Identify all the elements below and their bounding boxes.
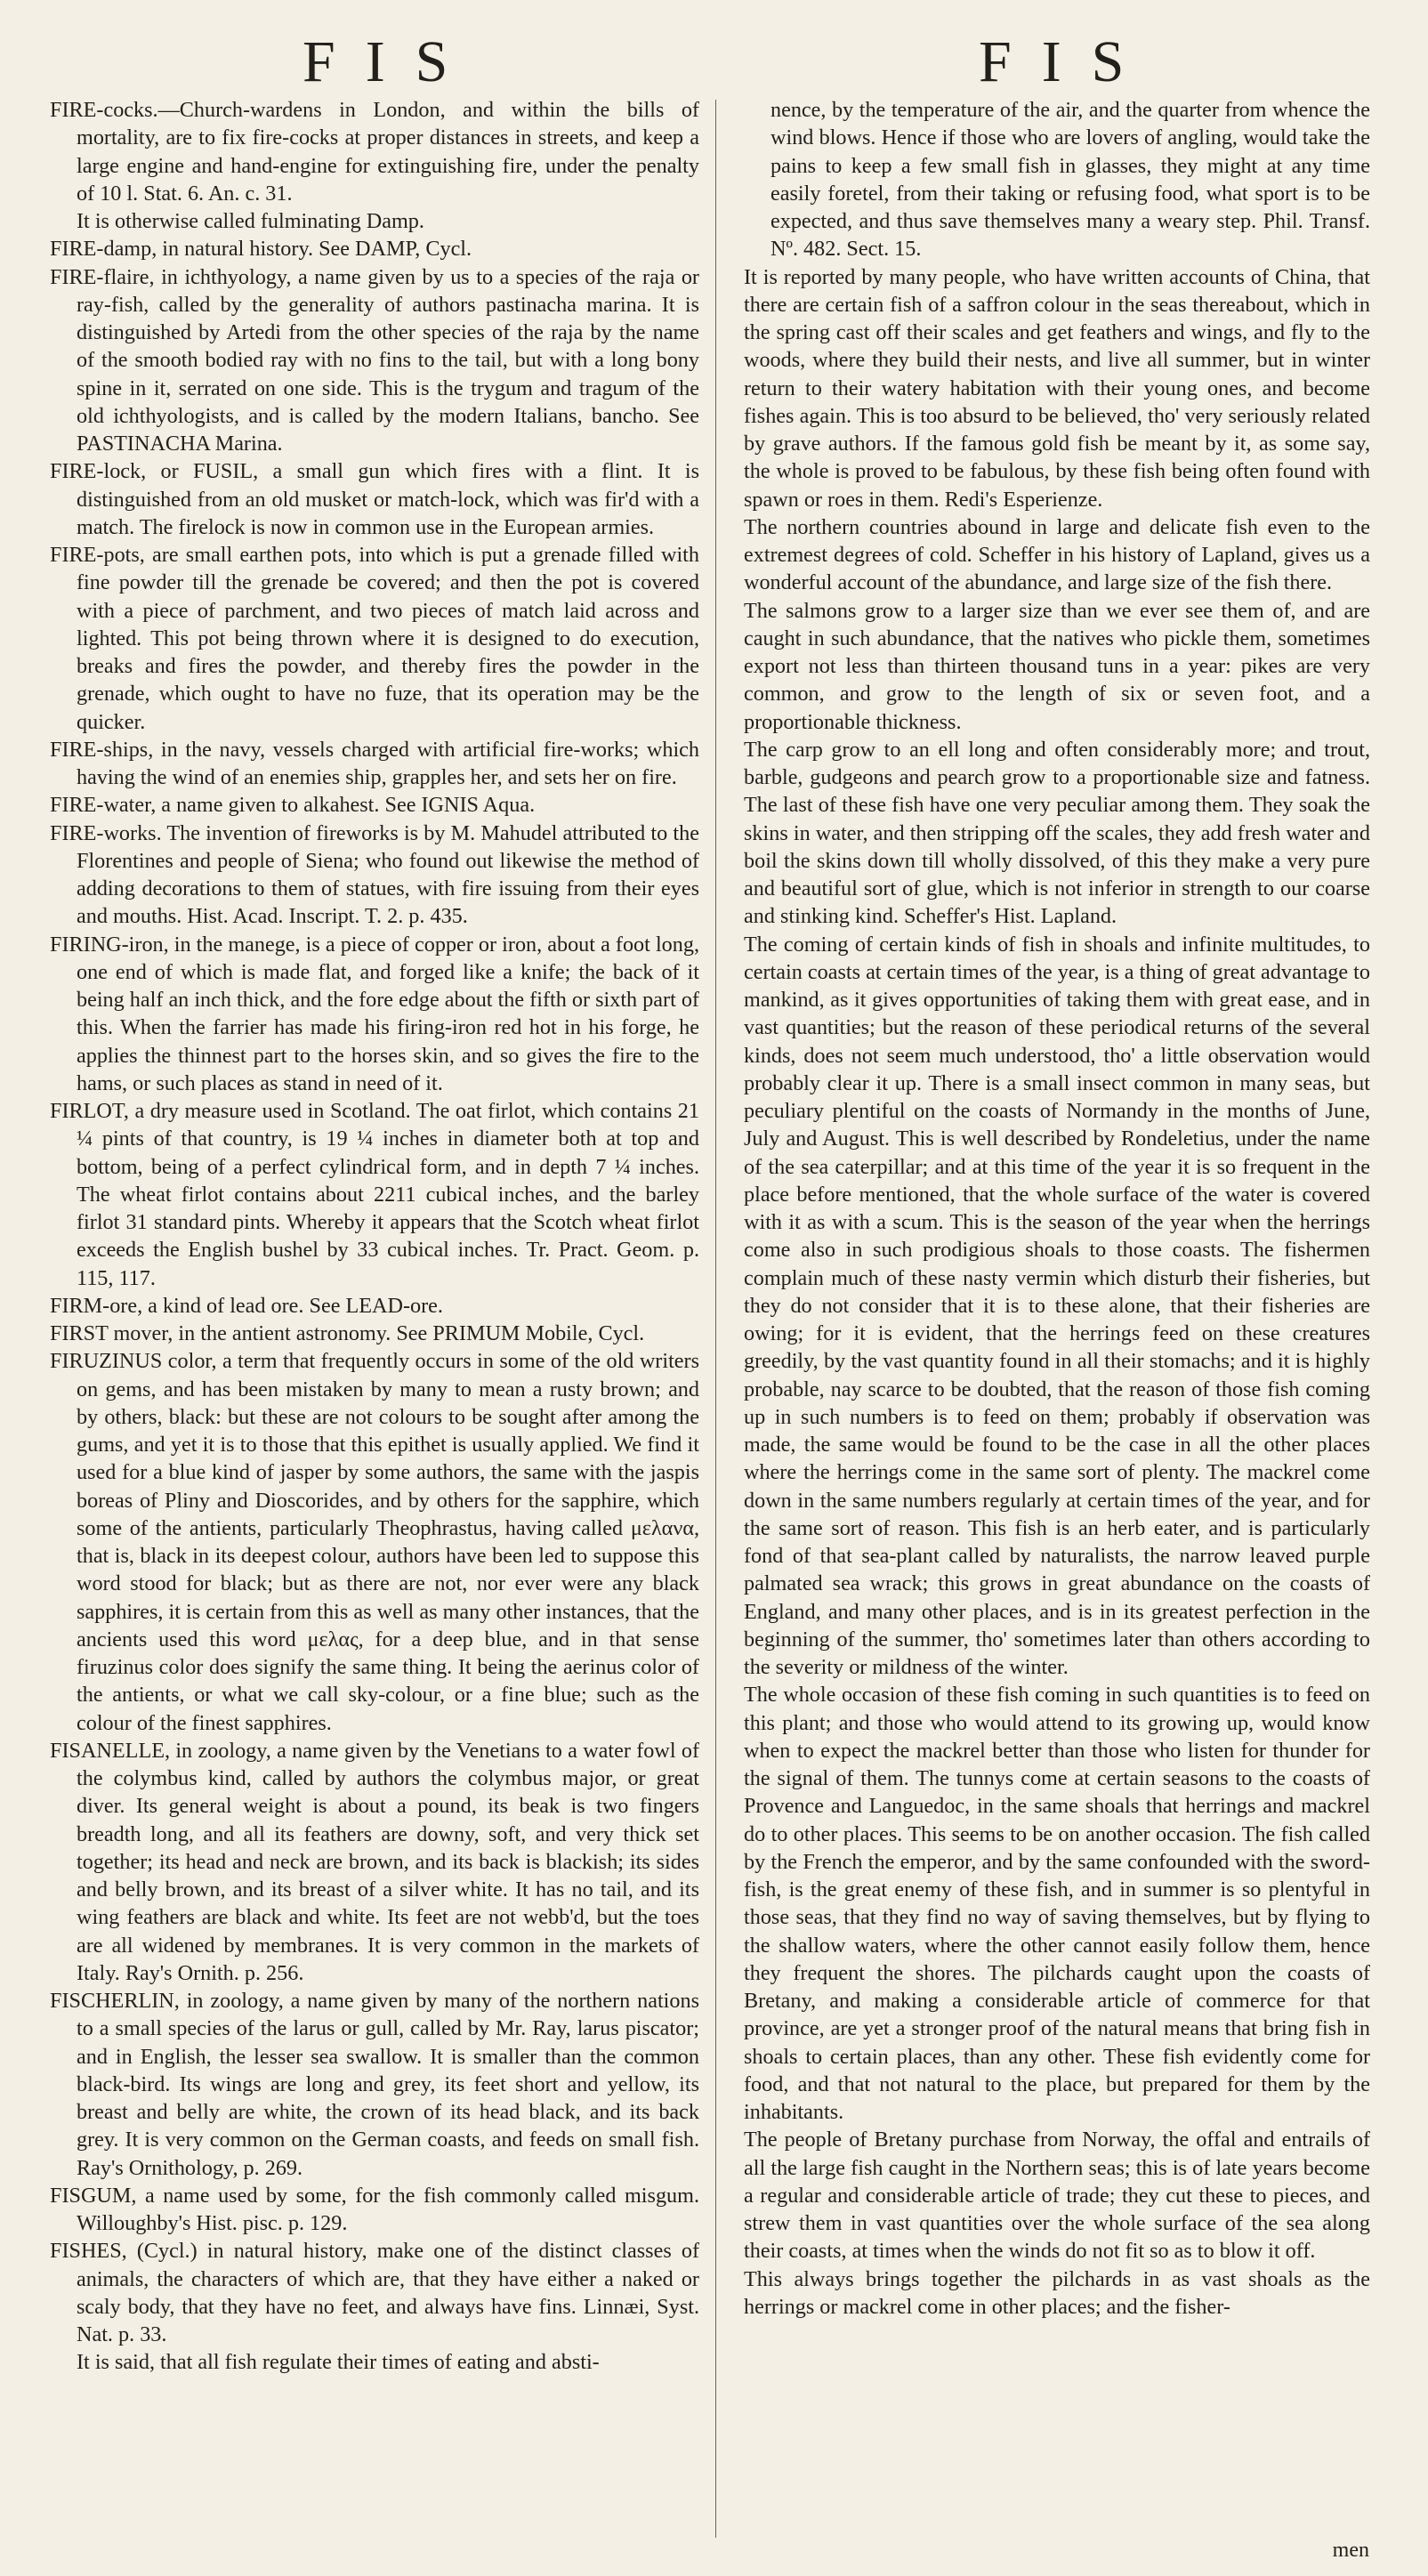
paragraph: The whole occasion of these fish coming in such quantities is to feed on this plant; and those who would attend to its growing up, would know when to expect the mackrel better than those who listen for thunder for the signal of them. The tunnys come at certain seasons to the coasts of Provence and Languedoc, in the same shoals that herrings and mackrel do to other places. This seems to be on another occasion. The fish called by the French the emperor, and by the same confounded with the sword-fish, is the great enemy of these fish, and in summer is so plentyful in those seas, that they find no way of saving themselves, but by flying to the shallow waters, where the other cannot easily follow them, hence they frequent the shores. The pilchards caught upon the coasts of Bretany, and making a considerable article of commerce for that province, are yet a stronger proof of the natural means that bring fish in shoals to certain places, than any other. These fish evidently come for food, and that not natural to the place, but prepared for them by the inhabitants. (744, 1683, 1370, 2124)
paragraph: FIRE-pots, are small earthen pots, into which is put a grenade filled with fine powder till the grenade be covered; and then the pot is covered with a piece of parchment, and two pieces of match laid across and lighted. This pot being thrown where it is designed to do execution, breaks and fires the powder, and thereby fires the powder in the grenade, which ought to have no fuze, that its operation may be the quicker. (50, 543, 699, 734)
right-column (744, 96, 1370, 2561)
paragraph: FIRE-ships, in the navy, vessels charged with artificial fire-works; which having the wind of an enemies ship, grapples her, and sets her on fire. (50, 737, 699, 789)
paragraph: FIRST mover, in the antient astronomy. See PRIMUM Mobile, Cycl. (50, 1321, 645, 1345)
paragraph: FISGUM, a name used by some, for the fish commonly called misgum. Willoughby's Hist. pisc. p. 129. (50, 2183, 699, 2235)
paragraph: This always brings together the pilchards in as vast shoals as the herrings or mackrel come in other places; and the fisher- (744, 2266, 1370, 2319)
paragraph: FIRING-iron, in the manege, is a piece of copper or iron, about a foot long, one end of which is made flat, and forged like a knife; the back of it being half an inch thick, and the fore edge about the fifth or sixth part of this. When the farrier has made his firing-iron red hot in his forge, he applies the thinnest part to the horses skin, and so gives the fire to the hams, or such places as stand in need of it. (50, 932, 699, 1095)
paragraph: FIRE-cocks.—Church-wardens in London, and within the bills of mortality, are to fix fire-cocks at proper distances in streets, and keep a large engine and hand-engine for extinguishing fire, under the penalty of 10 l. Stat. 6. An. c. 31. (50, 98, 699, 206)
paragraph: FIRE-water, a name given to alkahest. See IGNIS Aqua. (50, 793, 536, 818)
paragraph: The people of Bretany purchase from Norway, the offal and entrails of all the large fish caught in the Northern seas; this is of late years become a regular and considerable article of trade; they cut these to pieces, and strew them in vast quantities over the whole surface of the sea along their coasts, at times when the winds do not fit so as to blow it off. (744, 2128, 1370, 2264)
paragraph: The northern countries abound in large and delicate fish even to the extremest degrees of cold. Scheffer in his history of Lapland, gives us a wonderful account of the abundance, and large size of the fish there. (744, 514, 1370, 595)
paragraph: FIRLOT, a dry measure used in Scotland. The oat firlot, which contains 21 ¼ pints of that country, is 19 ¼ inches in diameter both at top and bottom, being of a perfect cylindrical form, and in depth 7 ¼ inches. The wheat firlot contains about 2211 cubical inches, and the barley firlot 31 standard pints. Whereby it appears that the Scotch wheat firlot exceeds the English bushel by 33 cubical inches. Tr. Pract. Geom. p. 115, 117. (50, 1099, 699, 1290)
column-divider (715, 100, 716, 2538)
catchword: men (1332, 2539, 1369, 2562)
paragraph: It is said, that all fish regulate their times of eating and absti- (77, 2350, 600, 2375)
paragraph: FISCHERLIN, in zoology, a name given by many of the northern nations to a small species of the larus or gull, called by Mr. Ray, larus piscator; and in English, the lesser sea swallow. It is smaller than the common black-bird. Its wings are long and grey, its feet short and yellow, its breast and belly are white, the crown of its head black, and its back grey. It is very common on the German coasts, and feeds on small fish. Ray's Ornithology, p. 269. (50, 1989, 699, 2180)
running-header-right: FIS (979, 29, 1155, 94)
paragraph: FISANELLE, in zoology, a name given by the Venetians to a water fowl of the colymbus kind, called by authors the colymbus major, or great diver. Its general weight is about a pound, its beak is two fingers breadth long, and all its feathers are downy, soft, and very thick set together; its head and neck are brown, and its back is blackish; its sides and belly brown, and its breast of a silver white. It has no tail, and its wing feathers are black and white. Its feet are not webb'd, but the toes are all widened by membranes. It is very common in the markets of Italy. Ray's Ornith. p. 256. (50, 1738, 699, 1985)
paragraph: FIRUZINUS color, a term that frequently occurs in some of the old writers on gems, and has been mistaken by many to mean a rusty brown; and by others, black: but these are not colours to be sought after among the gums, and yet it is to those that this epithet is usually applied. We find it used for a blue kind of jasper by some authors, the same with the jaspis boreas of Pliny and Dioscorides, and by others for the sapphire, which some of the antients, particularly Theophrastus, having called μελανα, that is, black in its deepest colour, authors have been led to suppose this word stood for black; but as there are not, nor ever were any black sapphires, it is certain from this as well as many other instances, that the ancients used this word μελας, for a deep blue, and in that sense firuzinus color does signify the same thing. It being the aerinus color of the antients, or what we call sky-colour, or a fine blue; such as the colour of the finest sapphires. (50, 1349, 699, 1735)
paragraph: FIRE-lock, or FUSIL, a small gun which fires with a flint. It is distinguished from an old musket or match-lock, which was fir'd with a match. The firelock is now in common use in the European armies. (50, 459, 699, 539)
paragraph: It is otherwise called fulminating Damp. (77, 209, 424, 233)
left-column (50, 96, 699, 2561)
paragraph: FIRE-flaire, in ichthyology, a name given by us to a species of the raja or ray-fish, called by the generality of authors pastinacha marina. It is distinguished by Artedi from the other species of the raja by the name of the smooth bodied ray with no fins to the tail, but with a long bony spine in it, serrated on one side. This is the trygum and tragum of the old ichthyologists, and is called by the modern Italians, bancho. See PASTINACHA Marina. (50, 264, 699, 456)
paragraph: nence, by the temperature of the air, and the quarter from whence the wind blows. Hence if those who are lovers of angling, would take the pains to keep a few small fish in glasses, they might at any time easily foretel, from their taking or refusing food, what sport is to be expected, and thus save themselves many a weary step. Phil. Transf. Nº. 482. Sect. 15. (770, 98, 1370, 262)
paragraph: FIRE-damp, in natural history. See DAMP, Cycl. (50, 237, 472, 262)
paragraph: The carp grow to an ell long and often considerably more; and trout, barble, gudgeons and pearch grow to a proportionable size and fatness. The last of these fish have one very peculiar among them. They soak the skins in water, and then stripping off the scales, they add fresh water and boil the skins down till wholly dissolved, of this they make a very pure and beautiful sort of glue, which is not inferior in strength to our coarse and stinking kind. Scheffer's Hist. Lapland. (744, 737, 1370, 929)
paragraph: FISHES, (Cycl.) in natural history, make one of the distinct classes of animals, the characters of which are, that they have either a naked or scaly body, that they have no feet, and always have fins. Linnæi, Syst. Nat. p. 33. (50, 2239, 699, 2346)
paragraph: FIRM-ore, a kind of lead ore. See LEAD-ore. (50, 1293, 443, 1318)
paragraph: FIRE-works. The invention of fireworks is by M. Mahudel attributed to the Florentines and people of Siena; who found out likewise the method of adding decorations to them of statues, with fire issuing from their eyes and mouths. Hist. Acad. Inscript. T. 2. p. 435. (50, 820, 699, 929)
running-header-left: FIS (303, 29, 479, 94)
paragraph: The coming of certain kinds of fish in shoals and infinite multitudes, to certain coasts at certain times of the year, is a thing of great advantage to mankind, as it gives opportunities of taking them with great ease, and in vast quantities; but the reason of these periodical returns of the several kinds, does not seem much understood, tho' a little observation would probably clear it up. There is a small insect common in many seas, but peculiary plentiful on the coasts of Normandy in the months of June, July and August. This is well described by Rondeletius, under the name of the sea caterpillar; and at this time of the year it is so frequent in the place before mentioned, that the whole surface of the water is covered with it as with a scum. This is the season of the year when the herrings come also in such prodigious shoals to those coasts. The fishermen complain much of these nasty vermin which disturb their fisheries, but they do not consider that it is to these alone, that their fisheries are owing; for it is evident, that the herrings feed on these creatures greedily, by the vast quantity found in all their stomachs; and it is highly probable, nay scarce to be doubted, that the reason of those fish coming up in such numbers is to feed on them; probably if observation was made, the same would be found to be the case in all the other places where the herrings come in the same sort of plenty. The mackrel come down in the same numbers regularly at certain times of the year, and for the same sort of reason. This fish is an herb eater, and is particularly fond of that sea-plant called by naturalists, the narrow leaved purple palmated sea wrack; this grows in great abundance on the coasts of England, and many other places, and is in its greatest perfection in the beginning of the summer, tho' sometimes later than others according to the severity or mildness of the winter. (744, 932, 1370, 1679)
paragraph: The salmons grow to a larger size than we ever see them of, and are caught in such abundance, that the natives who pickle them, sometimes export not less than thirteen thousand tuns in a year: pikes are very common, and grow to the length of six or seven foot, and a proportionable thickness. (744, 598, 1370, 734)
paragraph: It is reported by many people, who have written accounts of China, that there are certain fish of a saffron colour in the seas thereabout, which in the spring cast off their scales and get feathers and wings, and fly to the woods, where they build their nests, and live all summer, but in winter return to their watery habitation with their young ones, and become fishes again. This is too absurd to be believed, tho' very seriously related by grave authors. If the famous gold fish be meant by it, as some say, the whole is proved to be fabulous, by these fish being often found with spawn or roes in them. Redi's Esperienze. (744, 264, 1370, 512)
